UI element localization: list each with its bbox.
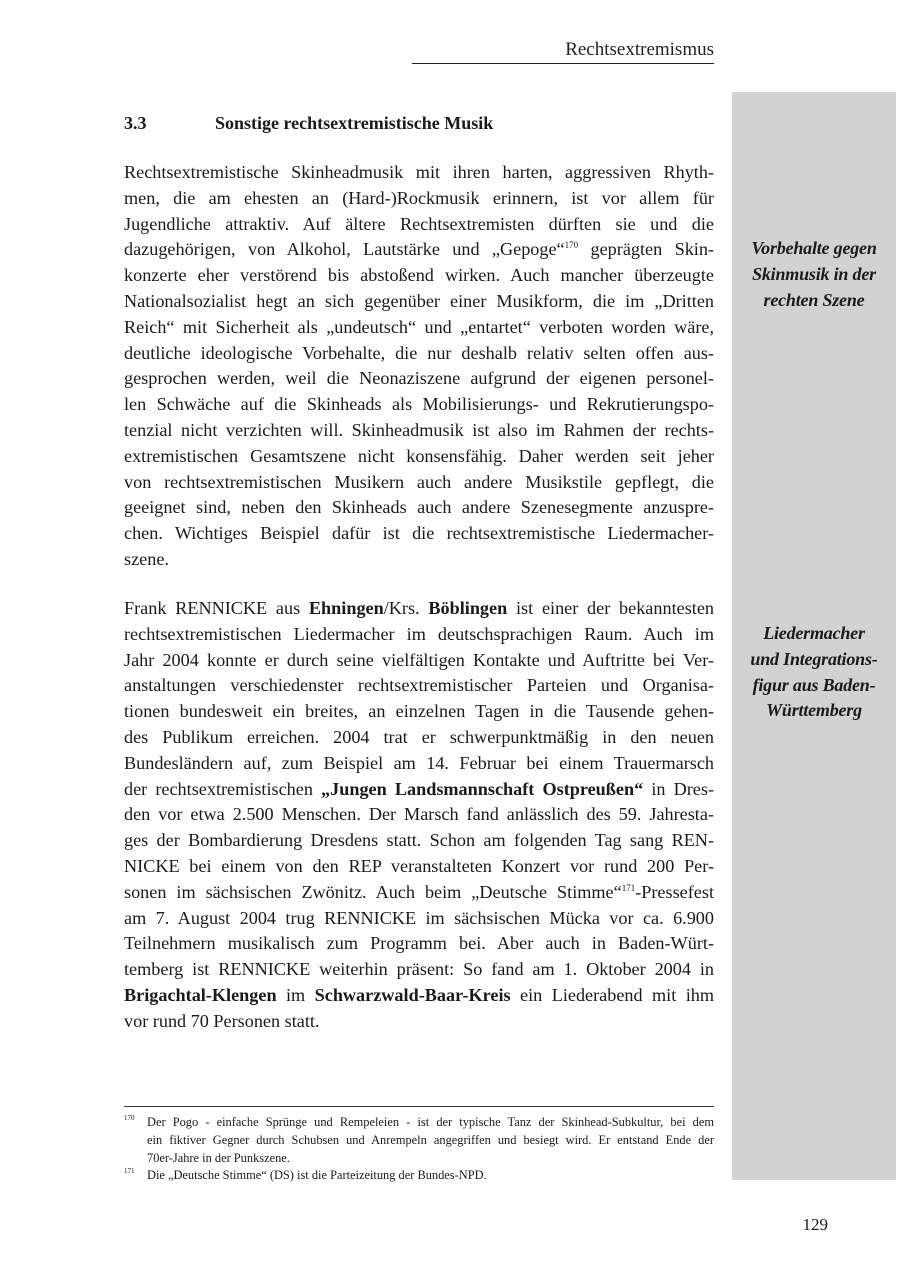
text-run: -Pressefest (635, 881, 714, 902)
text-line (124, 237, 714, 263)
margin-note-liedermacher (732, 621, 896, 724)
text-run: im (276, 984, 315, 1005)
text-line: chen. Wichtiges Beispiel dafür ist die rechtsextremistische Liedermacher- (124, 523, 714, 544)
footnote-line: Der Pogo - einfache Sprünge und Rempeleien - ist der typische Tanz der Skinhead-Subkultur, bei dem (147, 1115, 714, 1129)
text-run: der rechtsextremistischen (124, 778, 322, 799)
text-line: len Schwäche auf die Skinheads als Mobilisierungs- und Rekrutierungspo- (124, 394, 714, 415)
text-line (124, 777, 714, 803)
body-paragraph-2 (124, 596, 714, 1035)
text-run: ein Liederabend mit ihm (510, 984, 714, 1005)
text-line: ges der Bombardierung Dresdens statt. Schon am folgenden Tag sang REN- (124, 830, 714, 851)
text-line: vor rund 70 Personen statt. (124, 1010, 320, 1031)
text-line: Teilnehmern musikalisch zum Programm bei. Aber auch in Baden-Würt- (124, 933, 714, 954)
text-line: anstaltungen verschiedenster rechtsextremistischer Parteien und Organisa- (124, 675, 714, 696)
text-line: des Publikum erreichen. 2004 trat er schwerpunktmäßig in den neuen (124, 726, 714, 747)
body-paragraph-1 (124, 160, 714, 573)
text-line: tenzial nicht verzichten will. Skinheadmusik ist also im Rahmen der rechts- (124, 419, 714, 440)
text-line: geeignet sind, neben den Skinheads auch andere Szenesegmente anzuspre- (124, 497, 714, 518)
footnote-text (147, 1113, 714, 1168)
footnote-171 (124, 1166, 714, 1184)
margin-note-line: Liedermacher (763, 623, 865, 643)
margin-note-line: Vorbehalte gegen (751, 238, 877, 258)
text-line: Jahr 2004 konnte er durch seine vielfältigen Kontakte und Auftritte bei Ver- (124, 649, 714, 670)
margin-note-line: und Integrations- (750, 648, 878, 669)
text-line: men, die am ehesten an (Hard-)Rockmusik erinnern, ist vor allem für (124, 187, 714, 208)
footnote-divider (124, 1106, 714, 1107)
footnote-170 (124, 1113, 714, 1168)
organization-name: „Jungen Landsmannschaft Ostpreußen“ (321, 778, 644, 799)
place-name-boeblingen: Böblingen (428, 598, 508, 618)
text-line: Nationalsozialist hegt an sich gegenüber einer Musikform, die im „Dritten (124, 290, 714, 311)
footnote-line: Die „Deutsche Stimme“ (DS) ist die Parteizeitung der Bundes-NPD. (147, 1168, 487, 1182)
text-run: geprägten Skin- (578, 239, 714, 260)
text-run: /Krs. (383, 598, 429, 618)
place-name-ehningen: Ehningen (308, 598, 384, 618)
margin-note-line: Skinmusik in der (752, 263, 876, 284)
text-line: temberg ist RENNICKE weiterhin präsent: So fand am 1. Oktober 2004 in (124, 959, 714, 980)
text-line: Bundesländern auf, zum Beispiel am 14. Februar bei einem Trauermarsch (124, 752, 714, 773)
text-line: szene. (124, 548, 169, 569)
place-name-brigachtal-klengen: Brigachtal-Klengen (124, 984, 277, 1005)
footnote-number: 171 (124, 1167, 135, 1175)
footnote-ref-171: 171 (621, 882, 636, 893)
place-name-schwarzwald-baar-kreis: Schwarzwald-Baar-Kreis (314, 984, 511, 1005)
text-line: tionen bundesweit ein breites, an einzelnen Tagen in die Tausende gehen- (124, 701, 714, 722)
text-line: deutliche ideologische Vorbehalte, die nur deshalb relativ selten offen aus- (124, 342, 714, 363)
running-header: Rechtsextremismus (412, 38, 714, 64)
footnote-ref-170: 170 (564, 240, 579, 251)
text-line: gesprochen werden, weil die Neonaziszene aufgrund der eigenen personel- (124, 368, 714, 389)
text-line: Jugendliche attraktiv. Auf ältere Rechtsextremisten dürften sie und die (124, 213, 714, 234)
text-line: rechtsextremistischen Liedermacher im deutschsprachigen Raum. Auch im (124, 623, 714, 644)
section-number: 3.3 (124, 113, 147, 133)
text-run: dazugehörigen, von Alkohol, Lautstärke und „Gepoge“ (124, 239, 565, 260)
section-title: Sonstige rechtsextremistische Musik (215, 113, 494, 133)
text-run: in Dres- (643, 778, 714, 799)
margin-note-line: figur aus Baden- (752, 674, 876, 695)
footnote-line: ein fiktiver Gegner durch Schubsen und Anrempeln angegriffen und besiegt wird. Er entstand Ende der (147, 1133, 714, 1148)
text-run: Frank RENNICKE aus (124, 598, 309, 618)
text-line: am 7. August 2004 trug RENNICKE im sächsischen Mücka vor ca. 6.900 (124, 907, 714, 928)
footnote-number: 170 (124, 1114, 135, 1122)
margin-note-line: Württemberg (766, 700, 862, 721)
text-line (124, 880, 714, 906)
section-heading (124, 110, 714, 136)
text-line: konzerte eher verstörend bis abstoßend wirken. Auch mancher überzeugte (124, 265, 714, 286)
text-line: NICKE bei einem von den REP veranstalteten Konzert vor rund 200 Per- (124, 855, 714, 876)
footnote-text (147, 1166, 714, 1184)
text-run: ist einer der bekanntesten (507, 598, 714, 618)
text-line: Rechtsextremistische Skinheadmusik mit ihren harten, aggressiven Rhyth- (124, 162, 714, 182)
margin-note-line: rechten Szene (763, 289, 865, 310)
text-line: von rechtsextremistischen Musikern auch andere Musikstile gepflegt, die (124, 471, 714, 492)
text-line (124, 983, 714, 1009)
text-line: extremistischen Gesamtszene nicht konsensfähig. Daher werden seit jeher (124, 445, 714, 466)
page-number: 129 (802, 1215, 828, 1234)
margin-note-vorbehalte (732, 236, 896, 313)
text-line (124, 596, 714, 622)
text-line: den vor etwa 2.500 Menschen. Der Marsch fand anlässlich des 59. Jahresta- (124, 804, 714, 825)
text-run: sonen im sächsischen Zwönitz. Auch beim „Deutsche Stimme“ (124, 881, 622, 902)
footnote-line: 70er-Jahre in der Punkszene. (147, 1151, 290, 1166)
text-line: Reich“ mit Sicherheit als „undeutsch“ und „entartet“ verboten worden wäre, (124, 316, 714, 337)
